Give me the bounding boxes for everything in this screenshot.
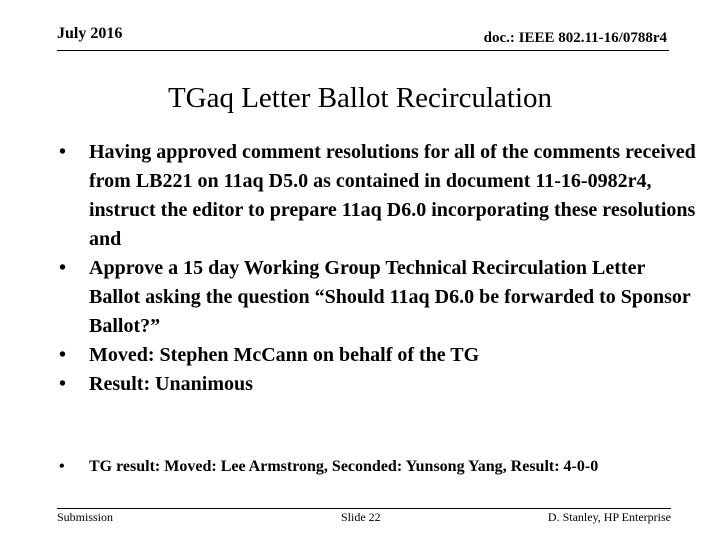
footer-divider (57, 508, 671, 509)
bullet-item (59, 341, 699, 370)
tg-result-list (59, 455, 699, 479)
bullet-text: Approve a 15 day Working Group Technical Recirculation Letter Ballot asking the question “Should 11aq D6.0 be forwarded to Sponsor Ballot?” (89, 257, 691, 337)
bullet-item (59, 138, 699, 254)
bullet-text: Moved: Stephen McCann on behalf of the TG (89, 344, 480, 366)
header-date: July 2016 (57, 25, 123, 42)
bullet-list (59, 138, 699, 399)
footer-author: D. Stanley, HP Enterprise (547, 510, 671, 524)
bullet-item (59, 254, 699, 341)
bullet-item (59, 370, 699, 399)
header-divider (57, 50, 669, 51)
tg-result-item (59, 455, 699, 479)
tg-result-text: TG result: Moved: Lee Armstrong, Seconded: Yunsong Yang, Result: 4-0-0 (89, 458, 599, 475)
slide-title: TGaq Letter Ballot Recirculation (167, 82, 553, 114)
footer-submission: Submission (57, 510, 114, 524)
bullet-dot-icon: • (59, 141, 67, 163)
bullet-dot-icon: • (59, 344, 67, 366)
bullet-text: Result: Unanimous (89, 373, 253, 395)
bullet-dot-icon: • (59, 373, 67, 395)
footer-slide-number: Slide 22 (341, 510, 381, 524)
bullet-dot-icon: • (59, 257, 67, 279)
bullet-dot-icon: • (59, 458, 65, 475)
header-doc-id: doc.: IEEE 802.11-16/0788r4 (483, 30, 667, 46)
bullet-text: Having approved comment resolutions for all of the comments received from LB221 on 11aq D5.0 as contained in document 11-16-0982r4, instruct the editor to prepare 11aq D6.0 incorporating these resolutions and (89, 141, 696, 250)
